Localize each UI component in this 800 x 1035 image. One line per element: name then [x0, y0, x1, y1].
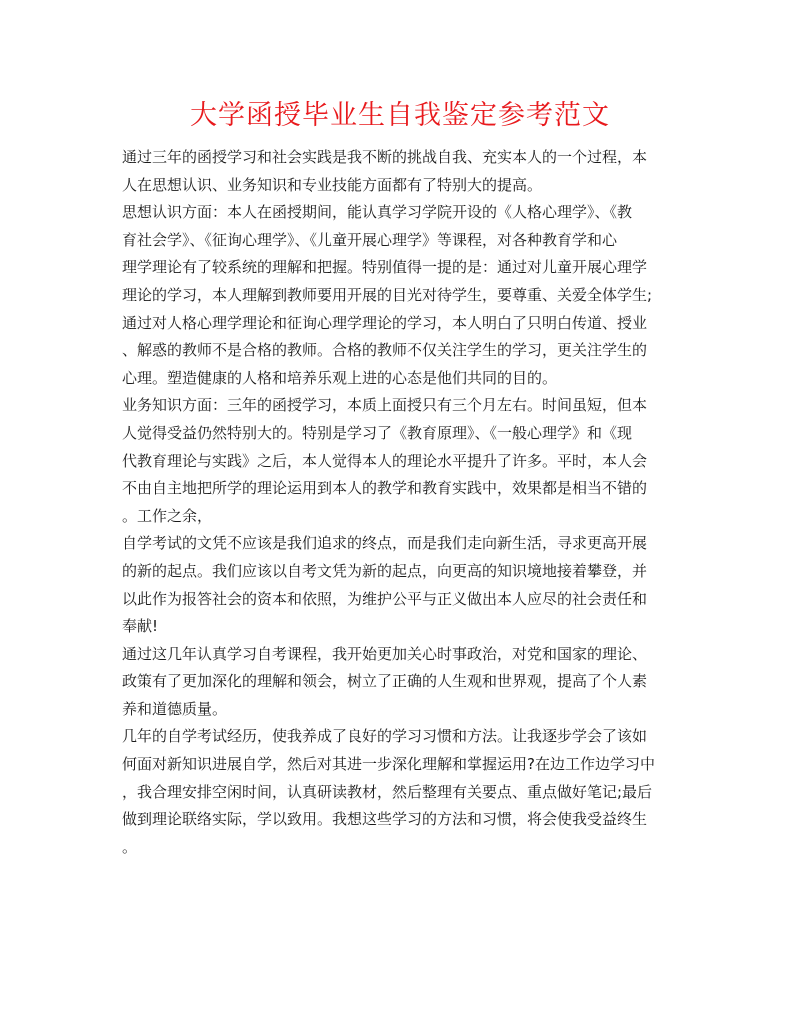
- text-line: 的新的起点。我们应该以自考文凭为新的起点，向更高的知识境地接着攀登，并: [122, 561, 648, 580]
- text-line: 自学考试的文凭不应该是我们追求的终点，而是我们走向新生活，寻求更高开展: [122, 534, 648, 553]
- text-line: 心理。塑造健康的人格和培养乐观上进的心态是他们共同的目的。: [122, 368, 558, 387]
- text-line: 育社会学》、《征询心理学》、《儿童开展心理学》等课程，对各种教育学和心: [122, 230, 618, 249]
- text-line: 以此作为报答社会的资本和依照，为维护公平与正义做出本人应尽的社会责任和: [122, 589, 648, 608]
- paragraph: [122, 641, 682, 724]
- text-line: 人在思想认识、业务知识和专业技能方面都有了特别大的提高。: [122, 175, 543, 194]
- text-line: 政策有了更加深化的理解和领会，树立了正确的人生观和世界观，提高了个人素: [122, 672, 648, 691]
- text-line: ，我合理安排空闲时间，认真研读教材，然后整理有关要点、重点做好笔记;最后: [122, 782, 653, 801]
- text-line: 理学理论有了较系统的理解和把握。特别值得一提的是：通过对儿童开展心理学: [122, 258, 648, 277]
- document-body: [122, 144, 682, 861]
- text-line: 做到理论联络实际，学以致用。我想这些学习的方法和习惯，将会使我受益终生: [122, 810, 648, 829]
- text-line: 理论的学习，本人理解到教师要用开展的目光对待学生，要尊重、关爱全体学生;: [122, 285, 653, 304]
- text-line: 人觉得受益仍然特别大的。特别是学习了《教育原理》、《一般心理学》和《现: [122, 423, 633, 442]
- paragraph: [122, 723, 682, 861]
- text-line: 通过三年的函授学习和社会实践是我不断的挑战自我、充实本人的一个过程，本: [122, 148, 648, 166]
- text-line: 思想认识方面：本人在函授期间，能认真学习学院开设的《人格心理学》、《教: [122, 203, 633, 222]
- text-line: 奉献!: [122, 617, 159, 636]
- paragraph: [122, 199, 682, 392]
- text-line: 不由自主地把所学的理论运用到本人的教学和教育实践中，效果都是相当不错的: [122, 479, 648, 498]
- text-line: 、解惑的教师不是合格的教师。合格的教师不仅关注学生的学习，更关注学生的: [122, 341, 648, 360]
- text-line: 通过这几年认真学习自考课程，我开始更加关心时事政治，对党和国家的理论、: [122, 644, 648, 663]
- text-line: 几年的自学考试经历，使我养成了良好的学习习惯和方法。让我逐步学会了该如: [122, 727, 648, 746]
- text-line: 业务知识方面：三年的函授学习，本质上面授只有三个月左右。时间虽短，但本: [122, 396, 648, 415]
- text-line: 养和道德质量。: [122, 699, 228, 718]
- text-line: 何面对新知识进展自学，然后对其进一步深化理解和掌握运用?在边工作边学习中: [122, 755, 655, 774]
- document-title: 大学函授毕业生自我鉴定参考范文: [190, 100, 610, 131]
- text-line: 代教育理论与实践》之后，本人觉得本人的理论水平提升了许多。平时，本人会: [122, 451, 648, 470]
- paragraph: [122, 144, 682, 199]
- text-line: 通过对人格心理学理论和征询心理学理论的学习，本人明白了只明白传道、授业: [122, 313, 648, 332]
- paragraph: [122, 530, 682, 640]
- text-line: 。工作之余，: [122, 506, 213, 525]
- text-line: 。: [122, 837, 138, 856]
- paragraph: [122, 392, 682, 530]
